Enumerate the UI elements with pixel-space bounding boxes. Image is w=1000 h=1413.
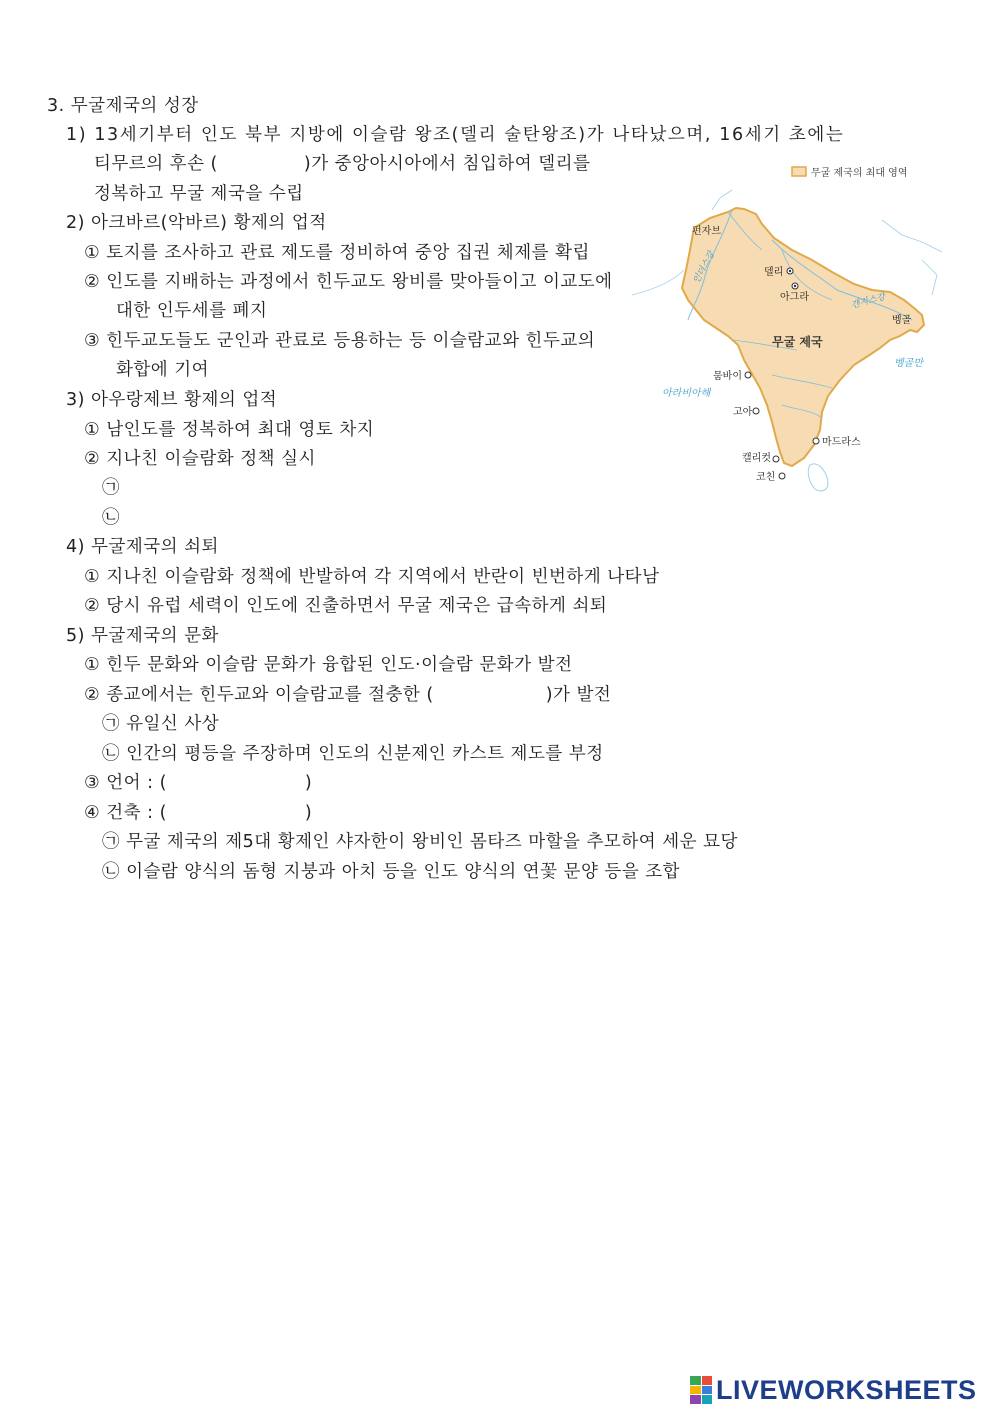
s4-item1: ① 지나친 이슬람화 정책에 반발하여 각 지역에서 반란이 빈번하게 나타남 [84, 567, 660, 587]
s3-sub2: ㉡ [102, 508, 120, 528]
delhi-dot [789, 270, 791, 272]
label-agra: 아그라 [780, 292, 809, 303]
label-madras: 마드라스 [822, 437, 861, 448]
s5-item4-b: ) [304, 803, 313, 823]
s3-item1: ① 남인도를 정복하여 최대 영토 차지 [84, 420, 375, 440]
label-empire: 무굴 제국 [772, 335, 823, 349]
s5-item2 [84, 683, 611, 707]
s3-sub1: ㉠ [102, 478, 120, 498]
mughal-empire-map [632, 160, 950, 495]
bombay-marker [745, 372, 751, 378]
s2-item2a: ② 인도를 지배하는 과정에서 힌두교도 왕비를 맞아들이고 이교도에 [84, 272, 613, 292]
legend-swatch [792, 167, 806, 176]
s3-item2: ② 지나친 이슬람화 정책 실시 [84, 449, 316, 469]
s5-item2-sub2: ㉡ 인간의 평등을 주장하며 인도의 신분제인 카스트 제도를 부정 [102, 744, 604, 764]
label-bombay: 뭄바이 [713, 371, 742, 382]
s5-item4-a: ④ 건축 : ( [84, 803, 167, 823]
s3-title: 3) 아우랑제브 황제의 업적 [66, 390, 278, 410]
label-arabian-sea: 아라비아해 [662, 388, 711, 399]
legend-label: 무굴 제국의 최대 영역 [811, 168, 908, 179]
agra-dot [794, 285, 796, 287]
s1-line2-b: )가 중앙아시아에서 침입하여 델리를 [303, 154, 591, 174]
label-cochin: 코친 [756, 472, 776, 483]
logo-text: LIVEWORKSHEETS [716, 1374, 977, 1405]
label-goa: 고아 [733, 407, 753, 418]
s1-line2-a: 티무르의 후손 ( [94, 154, 218, 174]
cochin-marker [779, 473, 785, 479]
s5-item2-a: ② 종교에서는 힌두교와 이슬람교를 절충한 ( [84, 685, 434, 705]
liveworksheets-logo [690, 1373, 977, 1407]
goa-marker [753, 408, 759, 414]
sri-lanka [808, 464, 828, 491]
s5-item3 [84, 771, 312, 795]
s2-item3b: 화합에 기여 [116, 360, 210, 380]
label-indus: 인더스강 [691, 250, 717, 286]
s5-title: 5) 무굴제국의 문화 [66, 626, 219, 646]
s5-item2-sub1: ㉠ 유일신 사상 [102, 714, 220, 734]
s5-item3-a: ③ 언어 : ( [84, 773, 167, 793]
s5-item3-b: ) [304, 773, 313, 793]
label-punjab: 펀자브 [692, 226, 721, 237]
s5-item4-sub1: ㉠ 무굴 제국의 제5대 황제인 샤자한이 왕비인 몸타즈 마할을 추모하여 세운 묘당 [102, 832, 738, 852]
s2-item2b: 대한 인두세를 폐지 [116, 301, 268, 321]
label-bengal: 벵골 [892, 315, 912, 326]
label-ganges: 갠지스강 [850, 292, 887, 311]
s2-title: 2) 아크바르(악바르) 황제의 업적 [66, 213, 327, 233]
madras-marker [813, 438, 819, 444]
s1-line2 [94, 152, 590, 176]
label-delhi: 델리 [764, 267, 784, 278]
s5-item4-sub2: ㉡ 이슬람 양식의 돔형 지붕과 아치 등을 인도 양식의 연꽃 문양 등을 조합 [102, 862, 681, 882]
s5-item4 [84, 801, 312, 825]
s4-title: 4) 무굴제국의 쇠퇴 [66, 537, 219, 557]
section-title: 3. 무굴제국의 성장 [47, 96, 199, 116]
s2-item3a: ③ 힌두교도들도 군인과 관료로 등용하는 등 이슬람교와 힌두교의 [84, 331, 596, 351]
s1-line3: 정복하고 무굴 제국을 수립 [94, 184, 304, 204]
label-calicut: 캘리컷 [742, 453, 771, 464]
label-bay-of-bengal: 벵골만 [894, 358, 923, 369]
s4-item2: ② 당시 유럽 세력이 인도에 진출하면서 무굴 제국은 급속하게 쇠퇴 [84, 596, 608, 616]
logo-icon [690, 1376, 712, 1404]
s5-item2-b: )가 발전 [545, 685, 612, 705]
s5-item1: ① 힌두 문화와 이슬람 문화가 융합된 인도·이슬람 문화가 발전 [84, 655, 573, 675]
calicut-marker [773, 456, 779, 462]
s1-line1: 1) 13세기부터 인도 북부 지방에 이슬람 왕조(델리 술탄왕조)가 나타났으며, 16세기 초에는 [66, 125, 845, 145]
s2-item1: ① 토지를 조사하고 관료 제도를 정비하여 중앙 집권 체제를 확립 [84, 243, 590, 263]
